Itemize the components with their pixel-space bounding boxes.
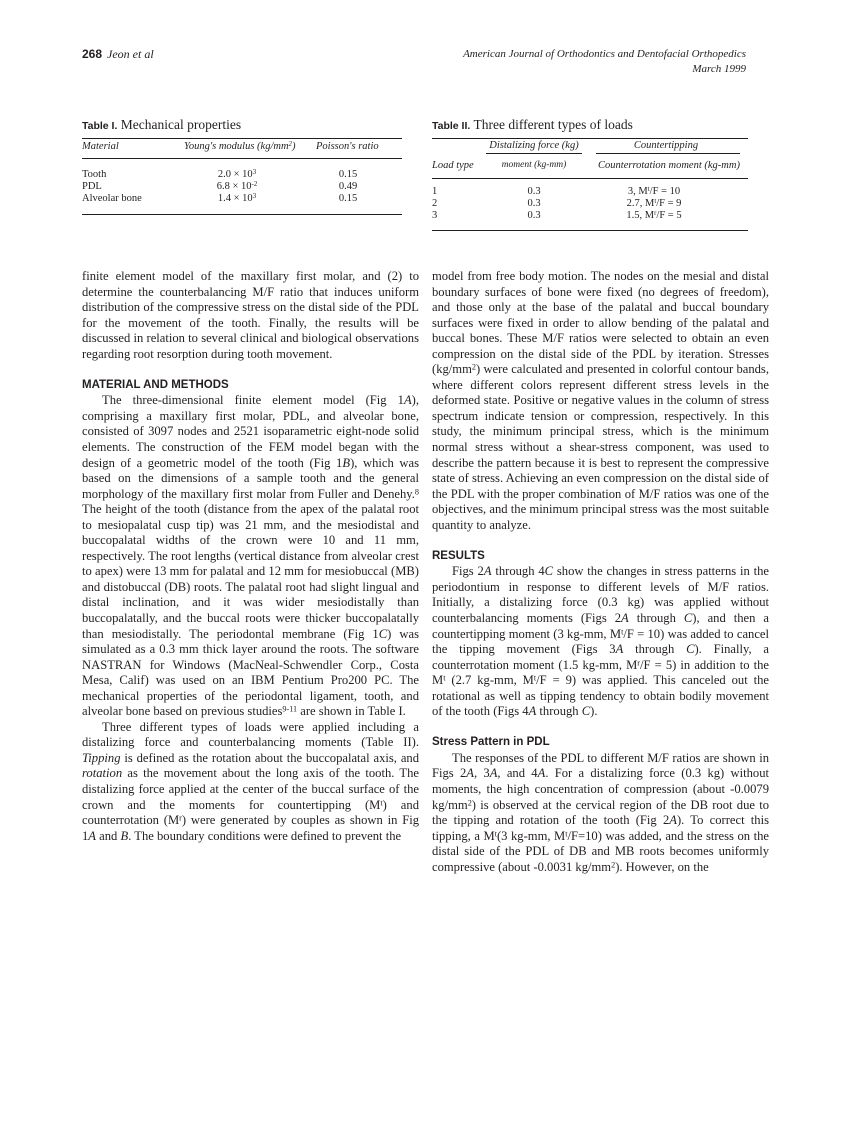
table-1-bottom-rule xyxy=(82,214,402,215)
table-1-cell-poisson: 0.15 xyxy=(338,193,358,204)
right-column xyxy=(432,269,769,875)
table-1-cell-material: Tooth xyxy=(82,169,107,180)
table-2-cell-force: 0.3 xyxy=(527,198,541,209)
running-header-right xyxy=(463,47,746,77)
table-2-cell-moment: 1.5, $M^r/F = 5$ xyxy=(626,209,682,221)
table-1-header-modulus: Young's modulus $(kg/mm^2)$ xyxy=(184,140,296,152)
table-2-bottom-rule xyxy=(432,230,748,231)
table-1-header-rule xyxy=(82,158,402,159)
table-2-group-rule-force xyxy=(486,153,582,154)
stress-paragraph-1: The responses of the PDL to different M/F ratios are shown in Figs 2A, 3A, and 4A. For a distalizing force (0.3 kg) without moments, the high concentration of compression (about -0.0079 $kg/mm^2$) is observed at the cervical region of the DB root due to the tipping and rotation of the tooth (Fig 2A). To correct this tipping, a $M^t(3$ kg-mm, $M^t/F=10$) was added, and the stress on the distal side of the PDL of DB and MB roots becomes uniformly compressive (about -0.0031 $kg/mm^2$). However, on the xyxy=(432,750,770,874)
table-1-cell-poisson: 0.15 xyxy=(338,169,358,180)
table-1-top-rule xyxy=(82,138,402,139)
table-2-label: Table II. xyxy=(432,120,471,132)
table-1-cell-poisson: 0.49 xyxy=(338,181,358,192)
subsection-heading-stress-pattern: Stress Pattern in PDL xyxy=(432,736,550,749)
methods-paragraph-2: Three different types of loads were applied including a distalizing force and counterbalancing moments (Table II). Tipping is defined as the rotation about the buccopalatal axis, and rotation as the movement about the long axis of the tooth. The distalizing force applied at the center of the buccal surface of the crown and the moments for countertipping $(M^t)$ and counterrotation $(M^r)$ were generated by couples as shown in Fig 1A and B. The boundary conditions were defined to prevent the xyxy=(82,719,419,843)
table-2-cell-load-type: 2 xyxy=(432,198,438,209)
results-paragraph-1: Figs 2A through 4C show the changes in stress patterns in the periodontium in response to different levels of M/F ratios. Initially, a distalizing force (0.3 kg) was applied without counterbalancing moments (Figs 2A through C), and then a countertipping moment (3 kg-mm, $M^t/F = 10$) was added to cancel the tipping movement (Figs 3A through C). Finally, a counterrotation moment (1.5 kg-mm, $M^r/F = 5$) in addition to the $M^t$ (2.7 kg-mm, $M^t/F = 9$) was applied. This canceled out the rotational as well as tipping tendency to obtain bodily movement of the tooth (Figs 4A through C). xyxy=(432,564,770,719)
issue-date: March 1999 xyxy=(692,63,746,75)
table-1-header-poisson: Poisson's ratio xyxy=(316,141,379,152)
table-1-cell-modulus: $2.0 \times 10^3$ xyxy=(217,168,257,180)
intro-paragraph: finite element model of the maxillary first molar, and (2) to determine the counterbalancing M/F ratio that induces uniform distribution of the compressive stress on the distal side of the PDL for the movement of the tooth. Finally, the results will be discussed in relation to several clinical and biological observations regarding root resorption during tooth movement. xyxy=(82,269,419,361)
left-column xyxy=(82,269,419,844)
table-1-header-material: Material xyxy=(82,141,119,152)
table-1-caption xyxy=(82,117,241,133)
table-2-title: Three different types of loads xyxy=(473,117,633,132)
table-2-cell-load-type: 1 xyxy=(432,186,438,197)
page-number: 268 xyxy=(82,47,103,61)
methods-paragraph-1: The three-dimensional finite element model (Fig 1A), comprising a maxillary first molar, PDL, and alveolar bone, consisted of 3097 nodes and 2521 isoparametric eight-node solid elements. The construction of the FEM model began with the design of a geometric model of the tooth (Fig 1B), which was based on the dimensions of a sample tooth and the general morphology of the maxillary first molar from Fuller and Denehy.$^8$ The height of the tooth (distance from the apex of the palatal root to mesiopalatal cusp tip) was 21 mm, and the mesiodistal and buccopalatal widths of the crown were 10 and 11 mm, respectively. The root lengths (vertical distance from alveolar crest to apex) were 13 mm for palatal and 12 mm for mesiobuccal (MB) and distobuccal (DB) roots. The palatal root had slight lingual and distal inclination, and it was wider mesiodistally than buccopalatally, and the buccal roots were thicker buccopalatally than mesiodistally. The periodontal membrane (Fig 1C) was simulated as a 0.3 mm thick layer around the roots. The software NASTRAN for Windows (MacNeal-Schwendler Corp., Costa Mesa, Calif) was used on an IBM Pentium Pro200 PC. The mechanical properties of the periodontal ligament, tooth, and alveolar bone based on previous studies$^{9-11}$ are shown in Table I. xyxy=(82,393,419,719)
running-header-left xyxy=(82,47,154,62)
methods-continuation-paragraph: model from free body motion. The nodes on the mesial and distal boundary surfaces of bone were fixed (no degrees of freedom), and those only at the base of the palatal and buccal boundary surfaces were fixed in order to allow bending of the palatal and buccal bones. These M/F ratios were selected to obtain an even compression on the distal side of the PDL by iteration. Stresses $(kg/mm^2)$ were calculated and presented in colorful contour bands, where different colors represent different stress levels in the deformed state. Positive or negative values in the column of stress spectrum indicate tension or compression, respectively. In this study, the minimum principal stress, which is the minimum normal stress without a shear-stress component, was used to describe the pattern because it is best to represent the compressive state of stress. Achieving an even compression on the distal side of the PDL with the proper combination of M/F ratios was one of the objectives, and the minimum principal stress was the most suitable quantity to analyze. xyxy=(432,269,769,532)
table-2-group-header-force: Distalizing force (kg) xyxy=(489,140,579,151)
table-1-cell-material: PDL xyxy=(82,181,102,192)
table-2-cell-moment: 2.7, $M^t/F = 9$ xyxy=(626,197,682,209)
table-2-header-load-type: Load type xyxy=(432,160,474,171)
table-1-title: Mechanical properties xyxy=(120,117,242,132)
running-authors: Jeon et al xyxy=(107,47,154,61)
section-heading-results: RESULTS xyxy=(432,549,485,562)
table-1-label: Table I. xyxy=(82,120,118,132)
journal-name: American Journal of Orthodontics and Dentofacial Orthopedics xyxy=(463,48,746,60)
table-2-header-counterrotation: Counterrotation moment (kg-mm) xyxy=(598,160,740,171)
table-1-cell-modulus: $6.8 \times 10^{-2}$ xyxy=(216,180,258,192)
table-1-cell-material: Alveolar bone xyxy=(82,193,142,204)
table-2-cell-load-type: 3 xyxy=(432,210,438,221)
table-2-cell-force: 0.3 xyxy=(527,186,541,197)
table-2-group-rule-countertipping xyxy=(596,153,740,154)
table-2-top-rule xyxy=(432,138,748,139)
table-2-header-rule xyxy=(432,178,748,179)
table-2-group-header-countertipping: Countertipping xyxy=(633,140,699,151)
table-2-cell-moment: 3, $M^t/F = 10$ xyxy=(627,185,681,197)
table-1-cell-modulus: $1.4 \times 10^3$ xyxy=(217,192,257,204)
section-heading-methods: MATERIAL AND METHODS xyxy=(82,378,229,391)
table-2-caption xyxy=(432,117,633,133)
table-2-header-moment: moment (kg-mm) xyxy=(501,160,567,170)
table-2-cell-force: 0.3 xyxy=(527,210,541,221)
